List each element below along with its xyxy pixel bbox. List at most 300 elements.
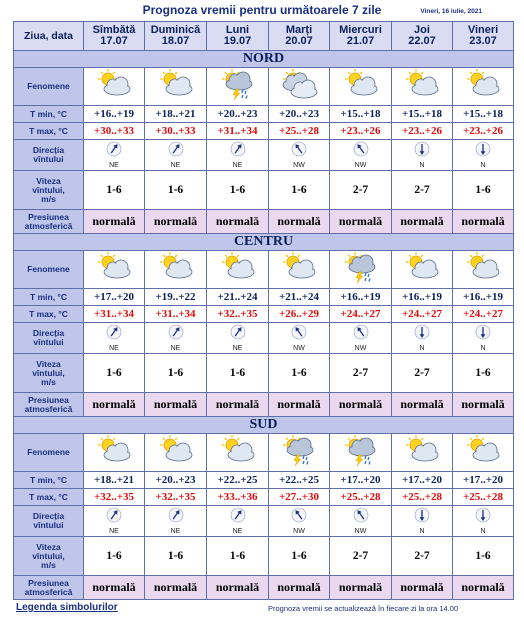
wind-speed-label	[14, 537, 84, 576]
sun-cloud-icon	[154, 453, 198, 470]
weather-cell	[330, 68, 392, 106]
tmax-value: +24..+27	[392, 306, 453, 323]
pressure-value: normală	[84, 210, 145, 234]
day-date: 18.07	[161, 35, 190, 47]
region-row	[14, 51, 514, 68]
wind-direction-text: N	[419, 344, 425, 352]
thunderstorm-rain-icon	[277, 453, 321, 470]
phenomena-row	[14, 68, 514, 106]
sun-cloud-icon	[216, 270, 260, 287]
pressure-value: normală	[453, 576, 514, 600]
tmin-value: +18..+21	[84, 472, 145, 489]
region-name: SUD	[14, 417, 514, 434]
wind-direction-cell	[269, 506, 330, 537]
wind-speed-value: 1-6	[207, 537, 269, 576]
wind-direction-text: NE	[170, 527, 181, 535]
thunderstorm-rain-icon	[339, 270, 383, 287]
tmin-value: +16..+19	[453, 289, 514, 306]
header-row	[14, 22, 514, 51]
weather-cell	[84, 251, 145, 289]
tmin-value: +15..+18	[453, 106, 514, 123]
tmin-value: +17..+20	[84, 289, 145, 306]
wind-direction-label	[14, 140, 84, 171]
thunderstorm-rain-icon	[339, 453, 383, 470]
wind-speed-value: 1-6	[269, 537, 330, 576]
day-name: Marți	[285, 24, 313, 36]
tmin-value: +19..+22	[145, 289, 207, 306]
wind-direction	[84, 141, 144, 170]
tmin-value: +16..+19	[330, 289, 392, 306]
tmin-label: T min, °C	[14, 289, 84, 306]
wind-speed-value: 2-7	[330, 537, 392, 576]
tmax-value: +31..+34	[84, 306, 145, 323]
wind-speed-value: 1-6	[84, 354, 145, 393]
wind-direction-cell	[207, 323, 269, 354]
wind-speed-label-line: vîntului,	[32, 550, 65, 561]
wind-arrow-icon	[475, 324, 491, 345]
wind-direction-cell	[145, 506, 207, 537]
pressure-value: normală	[453, 393, 514, 417]
weather-cell	[330, 251, 392, 289]
wind-speed-value: 1-6	[84, 537, 145, 576]
wind-speed-label-line: vîntului,	[32, 367, 65, 378]
tmax-value: +23..+26	[392, 123, 453, 140]
weather-cell	[392, 68, 453, 106]
tmin-value: +22..+25	[269, 472, 330, 489]
wind-direction	[84, 324, 144, 353]
weather-cell	[269, 68, 330, 106]
pressure-value: normală	[269, 393, 330, 417]
wind-speed-value: 1-6	[269, 354, 330, 393]
day-name: Luni	[225, 24, 250, 36]
tmax-row	[14, 489, 514, 506]
pressure-label-line: atmosferică	[24, 403, 73, 414]
tmax-value: +25..+28	[453, 489, 514, 506]
wind-direction	[207, 141, 268, 170]
tmax-value: +33..+36	[207, 489, 269, 506]
weather-cell	[84, 68, 145, 106]
wind-arrow-icon	[230, 141, 246, 162]
wind-direction-text: NW	[293, 527, 305, 535]
wind-direction	[453, 324, 513, 353]
wind-arrow-icon	[230, 507, 246, 528]
wind-arrow-icon	[291, 324, 307, 345]
wind-direction-cell	[207, 506, 269, 537]
weather-cell	[453, 68, 514, 106]
sun-cloud-icon	[339, 87, 383, 104]
pressure-label	[14, 393, 84, 417]
wind-speed-value: 1-6	[269, 171, 330, 210]
wind-direction	[145, 324, 206, 353]
weather-cell	[392, 251, 453, 289]
pressure-label	[14, 210, 84, 234]
wind-direction-text: NW	[354, 161, 367, 169]
tmin-row	[14, 106, 514, 123]
tmax-value: +30..+33	[84, 123, 145, 140]
wind-direction-cell	[392, 323, 453, 354]
wind-arrow-icon	[168, 324, 184, 345]
pressure-value: normală	[392, 210, 453, 234]
weather-cell	[145, 68, 207, 106]
wind-speed-value: 2-7	[330, 171, 392, 210]
tmax-value: +23..+26	[330, 123, 392, 140]
sun-cloud-icon	[92, 453, 136, 470]
wind-arrow-icon	[353, 507, 369, 528]
tmin-value: +15..+18	[330, 106, 392, 123]
thunderstorm-rain-icon	[216, 87, 260, 104]
wind-arrow-icon	[353, 324, 369, 345]
wind-direction	[330, 507, 391, 536]
wind-speed-label	[14, 354, 84, 393]
sun-cloud-icon	[277, 270, 321, 287]
wind-arrow-icon	[414, 324, 430, 345]
wind-direction-cell	[84, 140, 145, 171]
tmin-row	[14, 289, 514, 306]
tmin-value: +17..+20	[453, 472, 514, 489]
wind-direction-label-line: Direcția	[32, 511, 65, 521]
weather-cell	[269, 434, 330, 472]
wind-direction-text: N	[480, 527, 486, 535]
wind-direction-text: N	[419, 527, 425, 535]
wind-speed-label-line: Viteza	[36, 358, 61, 369]
day-header	[269, 22, 330, 51]
tmax-value: +30..+33	[145, 123, 207, 140]
day-header	[453, 22, 514, 51]
tmax-label: T max, °C	[14, 123, 84, 140]
wind-speed-value: 1-6	[84, 171, 145, 210]
pressure-label-line: atmosferică	[24, 586, 73, 597]
wind-direction-cell	[145, 140, 207, 171]
wind-speed-value: 1-6	[145, 537, 207, 576]
weather-cell	[392, 434, 453, 472]
wind-speed-row	[14, 171, 514, 210]
region-name: CENTRU	[14, 234, 514, 251]
wind-speed-value: 2-7	[392, 537, 453, 576]
wind-direction-text: N	[480, 161, 486, 169]
update-note: Prognoza vremii se actualizează în fiecare zi la ora 14.00	[268, 604, 459, 613]
day-date: 20.07	[285, 35, 313, 47]
wind-direction-text: NE	[232, 161, 243, 169]
region-row	[14, 417, 514, 434]
pressure-value: normală	[330, 210, 392, 234]
wind-direction-label-line: Direcția	[32, 328, 65, 338]
wind-direction-cell	[207, 140, 269, 171]
tmax-value: +24..+27	[330, 306, 392, 323]
wind-direction	[84, 507, 144, 536]
cloudy-icon	[277, 87, 321, 104]
wind-arrow-icon	[106, 507, 122, 528]
tmin-value: +22..+25	[207, 472, 269, 489]
wind-direction	[269, 507, 329, 536]
weather-cell	[84, 434, 145, 472]
pressure-row	[14, 210, 514, 234]
wind-speed-label-line: m/s	[41, 193, 56, 204]
wind-speed-row	[14, 537, 514, 576]
wind-direction-text: NW	[354, 344, 367, 352]
wind-direction-cell	[330, 140, 392, 171]
wind-speed-value: 1-6	[207, 354, 269, 393]
wind-direction-text: NE	[109, 527, 119, 535]
wind-direction	[145, 507, 206, 536]
day-header	[392, 22, 453, 51]
wind-speed-value: 2-7	[330, 354, 392, 393]
wind-speed-label-line: Viteza	[36, 541, 61, 552]
wind-direction-cell	[453, 506, 514, 537]
day-header	[207, 22, 269, 51]
tmin-value: +16..+19	[392, 289, 453, 306]
pressure-value: normală	[269, 576, 330, 600]
day-date: 21.07	[346, 35, 375, 47]
day-date: 17.07	[100, 35, 128, 47]
pressure-value: normală	[84, 576, 145, 600]
day-date: 19.07	[223, 35, 252, 47]
wind-direction-text: NE	[170, 161, 181, 169]
tmin-value: +20..+23	[207, 106, 269, 123]
tmax-label: T max, °C	[14, 489, 84, 506]
wind-speed-label-line: m/s	[41, 559, 56, 570]
pressure-value: normală	[145, 576, 207, 600]
sun-cloud-icon	[400, 453, 444, 470]
pressure-label-line: Presiunea	[28, 577, 69, 588]
tmax-value: +25..+28	[269, 123, 330, 140]
tmax-value: +32..+35	[84, 489, 145, 506]
wind-speed-row	[14, 354, 514, 393]
page-header	[0, 0, 524, 22]
tmin-value: +20..+23	[269, 106, 330, 123]
sun-cloud-icon	[400, 87, 444, 104]
day-header	[145, 22, 207, 51]
wind-speed-value: 2-7	[392, 171, 453, 210]
wind-speed-value: 2-7	[392, 354, 453, 393]
wind-direction-label-line: vîntului	[33, 337, 64, 347]
wind-speed-value: 1-6	[145, 171, 207, 210]
tmax-value: +24..+27	[453, 306, 514, 323]
phenomena-label: Fenomene	[14, 68, 84, 106]
weather-cell	[207, 68, 269, 106]
sun-cloud-icon	[154, 87, 198, 104]
tmin-value: +21..+24	[207, 289, 269, 306]
tmax-row	[14, 123, 514, 140]
wind-direction	[453, 507, 513, 536]
wind-arrow-icon	[414, 507, 430, 528]
weather-cell	[330, 434, 392, 472]
wind-speed-value: 1-6	[453, 171, 514, 210]
wind-direction-text: NE	[232, 344, 243, 352]
wind-direction-cell	[392, 140, 453, 171]
pressure-value: normală	[453, 210, 514, 234]
day-name: Joi	[414, 24, 430, 36]
phenomena-label: Fenomene	[14, 251, 84, 289]
weather-cell	[269, 251, 330, 289]
sun-cloud-icon	[461, 453, 505, 470]
wind-arrow-icon	[168, 141, 184, 162]
wind-direction	[145, 141, 206, 170]
wind-speed-label-line: vîntului,	[32, 184, 65, 195]
wind-direction-text: NE	[109, 344, 119, 352]
wind-direction	[392, 141, 452, 170]
tmin-row	[14, 472, 514, 489]
wind-direction	[269, 324, 329, 353]
sun-cloud-icon	[461, 270, 505, 287]
wind-direction-label-line: vîntului	[33, 154, 64, 164]
wind-direction-cell	[453, 140, 514, 171]
legend-link[interactable]: Legenda simbolurilor	[16, 602, 118, 613]
day-name: Sîmbătă	[92, 24, 136, 36]
weather-cell	[207, 251, 269, 289]
pressure-label-line: Presiunea	[28, 211, 69, 222]
sun-cloud-icon	[216, 453, 260, 470]
sun-cloud-icon	[92, 270, 136, 287]
sun-cloud-icon	[154, 270, 198, 287]
region-row	[14, 234, 514, 251]
wind-speed-label	[14, 171, 84, 210]
pressure-row	[14, 393, 514, 417]
forecast-table	[13, 21, 514, 600]
wind-direction	[453, 141, 513, 170]
pressure-value: normală	[207, 576, 269, 600]
tmin-value: +21..+24	[269, 289, 330, 306]
wind-speed-value: 1-6	[207, 171, 269, 210]
weather-cell	[145, 434, 207, 472]
region-name: NORD	[14, 51, 514, 68]
wind-direction	[330, 324, 391, 353]
phenomena-label: Fenomene	[14, 434, 84, 472]
wind-direction-text: NW	[293, 344, 305, 352]
wind-direction-label-line: Direcția	[32, 145, 65, 155]
pressure-value: normală	[207, 393, 269, 417]
tmax-value: +32..+35	[145, 489, 207, 506]
wind-arrow-icon	[106, 324, 122, 345]
wind-speed-label-line: m/s	[41, 376, 56, 387]
wind-direction-label	[14, 323, 84, 354]
wind-arrow-icon	[291, 141, 307, 162]
day-name: Vineri	[467, 24, 499, 36]
wind-direction-text: NW	[293, 161, 305, 169]
wind-arrow-icon	[168, 507, 184, 528]
tmin-value: +16..+19	[84, 106, 145, 123]
wind-direction-text: NE	[232, 527, 243, 535]
day-name: Duminică	[150, 24, 201, 36]
wind-arrow-icon	[106, 141, 122, 162]
day-date: 23.07	[469, 35, 497, 47]
wind-arrow-icon	[230, 324, 246, 345]
wind-direction	[269, 141, 329, 170]
weather-cell	[207, 434, 269, 472]
pressure-row	[14, 576, 514, 600]
wind-direction-cell	[392, 506, 453, 537]
wind-direction-row	[14, 323, 514, 354]
tmax-value: +31..+34	[145, 306, 207, 323]
wind-arrow-icon	[291, 507, 307, 528]
tmax-value: +32..+35	[207, 306, 269, 323]
wind-direction	[330, 141, 391, 170]
wind-direction-cell	[84, 323, 145, 354]
wind-direction-label	[14, 506, 84, 537]
wind-direction	[207, 324, 268, 353]
day-date: 22.07	[408, 35, 436, 47]
pressure-value: normală	[145, 393, 207, 417]
wind-direction-cell	[145, 323, 207, 354]
wind-direction-text: NE	[109, 161, 119, 169]
wind-direction-text: NE	[170, 344, 181, 352]
tmin-value: +18..+21	[145, 106, 207, 123]
sun-cloud-icon	[461, 87, 505, 104]
day-date-header: Ziua, data	[14, 22, 84, 51]
pressure-value: normală	[145, 210, 207, 234]
wind-arrow-icon	[414, 141, 430, 162]
page-title: Prognoza vremii pentru următoarele 7 zile	[142, 3, 382, 17]
wind-arrow-icon	[475, 141, 491, 162]
wind-arrow-icon	[353, 141, 369, 162]
tmin-value: +17..+20	[392, 472, 453, 489]
pressure-label-line: atmosferică	[24, 220, 73, 231]
wind-speed-value: 1-6	[453, 354, 514, 393]
wind-direction-row	[14, 506, 514, 537]
pressure-value: normală	[330, 393, 392, 417]
wind-speed-label-line: Viteza	[36, 175, 61, 186]
wind-direction-cell	[269, 323, 330, 354]
pressure-label	[14, 576, 84, 600]
weather-cell	[145, 251, 207, 289]
tmin-label: T min, °C	[14, 472, 84, 489]
wind-direction-text: N	[480, 344, 486, 352]
day-name: Miercuri	[339, 24, 382, 36]
wind-direction	[392, 507, 452, 536]
sun-cloud-icon	[92, 87, 136, 104]
wind-arrow-icon	[475, 507, 491, 528]
tmax-value: +31..+34	[207, 123, 269, 140]
tmin-label: T min, °C	[14, 106, 84, 123]
wind-direction-row	[14, 140, 514, 171]
wind-direction-cell	[84, 506, 145, 537]
wind-direction-text: NW	[354, 527, 367, 535]
wind-direction-label-line: vîntului	[33, 520, 64, 530]
phenomena-row	[14, 251, 514, 289]
tmax-value: +26..+29	[269, 306, 330, 323]
phenomena-row	[14, 434, 514, 472]
tmax-value: +27..+30	[269, 489, 330, 506]
day-header	[84, 22, 145, 51]
weather-cell	[453, 251, 514, 289]
pressure-value: normală	[269, 210, 330, 234]
pressure-value: normală	[84, 393, 145, 417]
pressure-value: normală	[392, 576, 453, 600]
weather-cell	[453, 434, 514, 472]
wind-speed-value: 1-6	[453, 537, 514, 576]
tmax-value: +23..+26	[453, 123, 514, 140]
wind-direction-cell	[330, 506, 392, 537]
wind-direction-text: N	[419, 161, 425, 169]
pressure-label-line: Presiunea	[28, 394, 69, 405]
day-header	[330, 22, 392, 51]
wind-speed-value: 1-6	[145, 354, 207, 393]
tmax-row	[14, 306, 514, 323]
sun-cloud-icon	[400, 270, 444, 287]
wind-direction-cell	[330, 323, 392, 354]
tmax-label: T max, °C	[14, 306, 84, 323]
wind-direction-cell	[453, 323, 514, 354]
tmin-value: +20..+23	[145, 472, 207, 489]
pressure-value: normală	[207, 210, 269, 234]
pressure-value: normală	[392, 393, 453, 417]
tmax-value: +25..+28	[392, 489, 453, 506]
tmax-value: +25..+28	[330, 489, 392, 506]
wind-direction-cell	[269, 140, 330, 171]
wind-direction	[392, 324, 452, 353]
tmin-value: +15..+18	[392, 106, 453, 123]
pressure-value: normală	[330, 576, 392, 600]
wind-direction	[207, 507, 268, 536]
